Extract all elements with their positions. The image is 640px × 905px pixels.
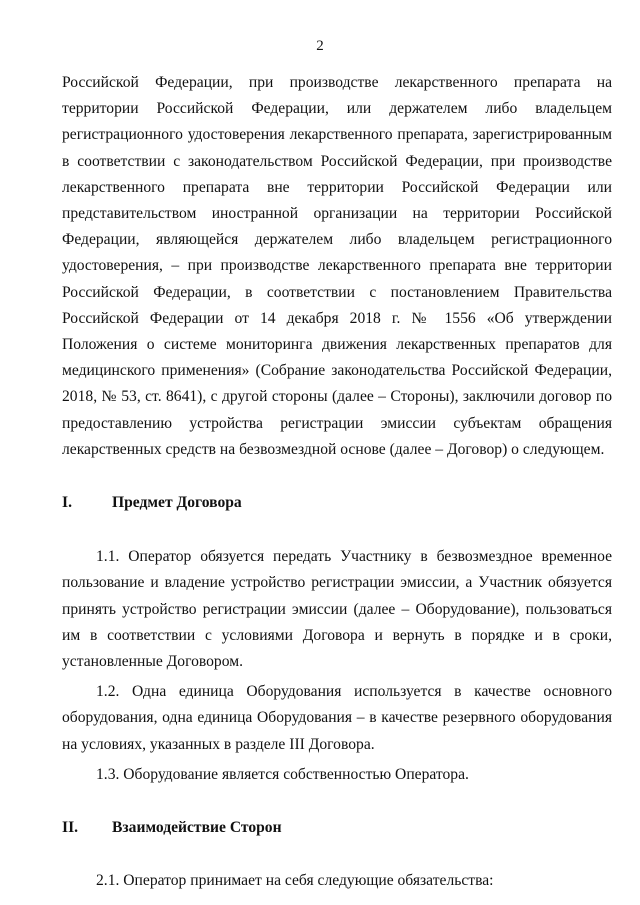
section-number-2: II. [62, 819, 79, 837]
section-heading-2 [62, 815, 612, 841]
section-number-1: I. [62, 494, 72, 512]
section-title-1: Предмет Договора [112, 494, 242, 512]
clause-1-2: 1.2. Одна единица Оборудования используется в качестве основного оборудования, одна единица Оборудования – в качестве резервного оборудования на условиях, указанных в разделе III Договора. [62, 683, 612, 753]
page-number: 2 [316, 38, 324, 54]
clause-1-3: 1.3. Оборудование является собственностью Оператора. [96, 765, 469, 783]
intro-paragraph: Российской Федерации, при производстве лекарственного препарата на территории Российской Федерации, или держателем либо владельцем регистрационного удостоверения лекарственного препарата, зарегистрированным в соответствии с законодательством Российской Федерации, при производстве лекарственного препарата вне территории Российской Федерации или представительством иностранной организации на территории Российской Федерации, являющейся держателем либо владельцем регистрационного удостоверения, – при производстве лекарственного препарата вне территории Российской Федерации, в соответствии с постановлением Правительства Российской Федерации от 14 декабря 2018 г. № 1556 «Об утверждении Положения о системе мониторинга движения лекарственных препаратов для медицинского применения» (Собрание законодательства Российской Федерации, 2018, № 53, ст. 8641), с другой стороны (далее – Стороны), заключили договор по предоставлению устройства регистрации эмиссии субъектам обращения лекарственных средств на безвозмездной основе (далее – Договор) о следующем. [62, 74, 612, 458]
document-body [62, 70, 612, 894]
clause-2-1: 2.1. Оператор принимает на себя следующие обязательства: [96, 872, 494, 890]
section-title-2: Взаимодействие Сторон [112, 819, 282, 837]
section-heading-1 [62, 490, 612, 516]
clause-1-1: 1.1. Оператор обязуется передать Участнику в безвозмездное временное пользование и владение устройство регистрации эмиссии, а Участник обязуется принять устройство регистрации эмиссии (далее – Оборудование), пользоваться им в соответствии с условиями Договора и вернуть в порядке и в сроки, установленные Договором. [62, 548, 612, 671]
